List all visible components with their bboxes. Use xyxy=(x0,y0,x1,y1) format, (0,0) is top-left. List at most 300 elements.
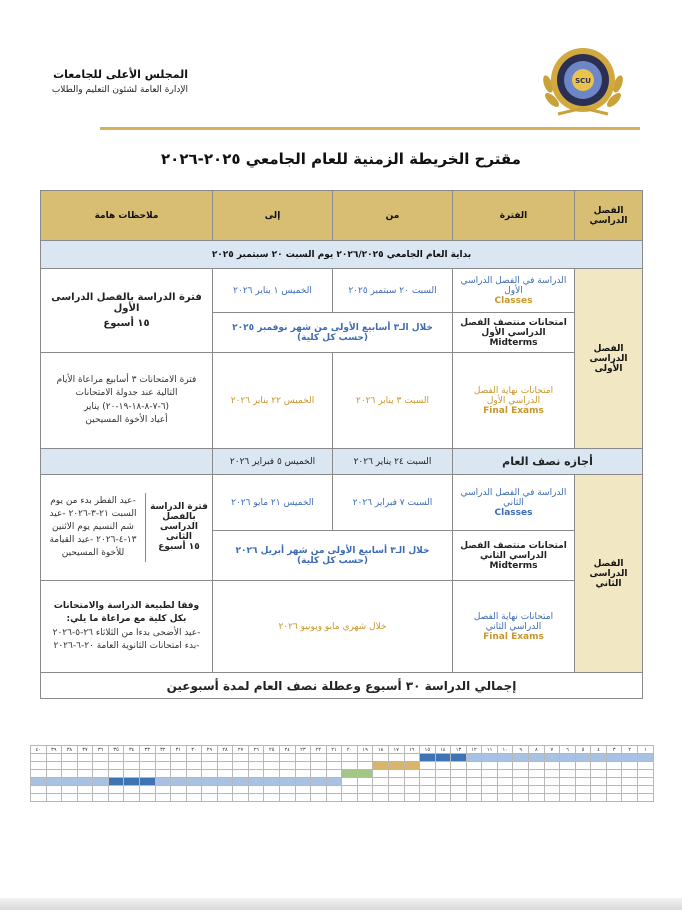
gantt-cell xyxy=(497,762,513,770)
sem1-classes-to: الخميس ١ يناير ٢٠٢٦ xyxy=(213,269,333,313)
gantt-cell xyxy=(497,786,513,794)
gantt-cell xyxy=(202,794,218,802)
gantt-cell xyxy=(373,754,389,762)
gantt-week-label: ٣٧ xyxy=(77,746,93,754)
gantt-cell xyxy=(606,770,622,778)
gantt-cell xyxy=(622,754,638,762)
gantt-cell xyxy=(77,794,93,802)
gantt-cell xyxy=(606,786,622,794)
gantt-cell xyxy=(591,778,607,786)
gantt-cell xyxy=(466,754,482,762)
gantt-cell xyxy=(544,794,560,802)
svg-text:SCU: SCU xyxy=(575,77,591,85)
gantt-cell xyxy=(451,762,467,770)
gantt-week-label: ٣٦ xyxy=(93,746,109,754)
gantt-week-label: ٣٢ xyxy=(155,746,171,754)
gantt-cell xyxy=(295,778,311,786)
gantt-cell xyxy=(326,794,342,802)
gantt-cell xyxy=(311,754,327,762)
gantt-cell xyxy=(451,770,467,778)
gantt-week-label: ١٩ xyxy=(357,746,373,754)
gantt-cell xyxy=(46,786,62,794)
gantt-cell xyxy=(466,770,482,778)
gantt-cell xyxy=(513,794,529,802)
gantt-cell xyxy=(637,770,653,778)
gantt-cell xyxy=(560,754,576,762)
gantt-cell xyxy=(233,786,249,794)
gantt-cell xyxy=(31,762,47,770)
gantt-cell xyxy=(326,762,342,770)
gantt-cell xyxy=(217,762,233,770)
gantt-cell xyxy=(280,762,296,770)
gantt-cell xyxy=(264,754,280,762)
gantt-cell xyxy=(139,754,155,762)
gantt-cell xyxy=(93,794,109,802)
gantt-cell xyxy=(560,770,576,778)
gantt-row xyxy=(31,778,654,786)
gantt-cell xyxy=(622,762,638,770)
gantt-cell xyxy=(420,794,436,802)
gantt-week-label: ٣٣ xyxy=(139,746,155,754)
gantt-cell xyxy=(46,762,62,770)
gantt-cell xyxy=(202,770,218,778)
header-to: إلى xyxy=(213,191,333,241)
gantt-cell xyxy=(482,754,498,762)
gantt-cell xyxy=(62,754,78,762)
gantt-cell xyxy=(62,770,78,778)
year-start-banner: بداية العام الجامعي ٢٠٢٦/٢٠٢٥ يوم السبت ٢٠ سبتمبر ٢٠٢٥ xyxy=(41,241,643,269)
academic-calendar-table xyxy=(40,190,643,699)
gantt-cell xyxy=(404,762,420,770)
gantt-cell xyxy=(513,770,529,778)
gantt-cell xyxy=(326,786,342,794)
gantt-cell xyxy=(139,762,155,770)
gantt-week-label: ٢٣ xyxy=(295,746,311,754)
gantt-week-label: ٣٩ xyxy=(46,746,62,754)
gantt-week-label: ٢١ xyxy=(326,746,342,754)
bottom-edge xyxy=(0,898,682,910)
gantt-cell xyxy=(342,786,358,794)
gantt-cell xyxy=(357,794,373,802)
gantt-cell xyxy=(388,754,404,762)
gantt-cell xyxy=(420,770,436,778)
sem1-classes-notes: فترة الدراسة بالفصل الدراسى الأول ١٥ أسبوع xyxy=(41,269,213,353)
gantt-week-label: ٧ xyxy=(544,746,560,754)
gantt-cell xyxy=(357,770,373,778)
gantt-cell xyxy=(217,786,233,794)
gantt-cell xyxy=(622,778,638,786)
gantt-cell xyxy=(575,786,591,794)
gantt-cell xyxy=(217,754,233,762)
university-council-logo xyxy=(538,42,628,122)
gantt-cell xyxy=(77,786,93,794)
gantt-cell xyxy=(295,762,311,770)
gantt-cell xyxy=(93,778,109,786)
table-row xyxy=(41,353,643,449)
gantt-week-label: ١٤ xyxy=(435,746,451,754)
gantt-cell xyxy=(575,754,591,762)
gantt-cell xyxy=(497,778,513,786)
gantt-cell xyxy=(124,754,140,762)
gantt-cell xyxy=(435,770,451,778)
gantt-cell xyxy=(404,754,420,762)
gantt-week-label: ٢٦ xyxy=(248,746,264,754)
gantt-cell xyxy=(46,794,62,802)
gantt-cell xyxy=(420,754,436,762)
gantt-cell xyxy=(264,778,280,786)
gantt-cell xyxy=(108,778,124,786)
gantt-cell xyxy=(248,762,264,770)
gantt-cell xyxy=(357,762,373,770)
gantt-cell xyxy=(420,778,436,786)
gantt-cell xyxy=(124,794,140,802)
gantt-cell xyxy=(217,770,233,778)
sem1-midterms-period: امتحانات منتصف الفصل الدراسي الأول Midterms xyxy=(453,313,575,353)
gantt-cell xyxy=(513,754,529,762)
gantt-cell xyxy=(186,770,202,778)
gantt-cell xyxy=(529,786,545,794)
sem1-final-from: السبت ٣ يناير ٢٠٢٦ xyxy=(333,353,453,449)
gantt-row xyxy=(31,754,654,762)
gantt-cell xyxy=(280,754,296,762)
gantt-cell xyxy=(155,794,171,802)
gantt-cell xyxy=(264,762,280,770)
gantt-cell xyxy=(155,778,171,786)
sem2-classes-notes: فترة الدراسة بالفصل الدراسى الثانى ١٥ أسبوع -عيد الفطر بدء من يوم السبت ٢١-٣-٢٠٢٦ -عيد شم النسيم يوم الاثنين ١٣-٤-٢٠٢٦ -عيد القيامة للأخوة المسيحين xyxy=(41,475,213,581)
gantt-cell xyxy=(93,786,109,794)
gantt-cell xyxy=(435,754,451,762)
semester-one-label: الفصل الدراسى الأولى xyxy=(575,269,643,449)
gantt-cell xyxy=(342,770,358,778)
gantt-cell xyxy=(637,762,653,770)
sem2-final-notes: وفقا لطبيعة الدراسة والامتحانات بكل كلية مع مراعاة ما يلي: -عيد الأضحى بدءا من الثلاثاء ٢٦-٥-٢٠٢٦ -بدء امتحانات الثانوية العامة ٢٠-٦-٢٠٢٦ xyxy=(41,581,213,673)
gantt-cell xyxy=(31,786,47,794)
gantt-week-label: ١٢ xyxy=(466,746,482,754)
gantt-cell xyxy=(46,770,62,778)
gantt-cell xyxy=(357,786,373,794)
gantt-cell xyxy=(591,770,607,778)
gantt-week-label: ٢٤ xyxy=(280,746,296,754)
table-row xyxy=(41,475,643,531)
gantt-cell xyxy=(77,778,93,786)
gantt-cell xyxy=(77,770,93,778)
gantt-cell xyxy=(233,778,249,786)
gantt-cell xyxy=(529,754,545,762)
gantt-cell xyxy=(342,794,358,802)
gantt-cell xyxy=(404,786,420,794)
mid-year-from: السبت ٢٤ يناير ٢٠٢٦ xyxy=(333,449,453,475)
gantt-cell xyxy=(544,762,560,770)
gantt-cell xyxy=(280,778,296,786)
total-summary: إجمالي الدراسة ٣٠ أسبوع وعطلة نصف العام لمدة أسبوعين xyxy=(41,673,643,699)
gantt-cell xyxy=(544,786,560,794)
gantt-cell xyxy=(622,786,638,794)
gantt-cell xyxy=(93,762,109,770)
gantt-cell xyxy=(311,762,327,770)
gantt-cell xyxy=(560,762,576,770)
gantt-cell xyxy=(482,762,498,770)
org-subtitle: الإدارة العامة لشئون التعليم والطلاب xyxy=(51,85,188,95)
gantt-cell xyxy=(108,794,124,802)
gantt-cell xyxy=(342,754,358,762)
gantt-cell xyxy=(139,778,155,786)
gantt-cell xyxy=(186,794,202,802)
gantt-week-label: ١ xyxy=(637,746,653,754)
gantt-week-label: ٤ xyxy=(591,746,607,754)
gantt-cell xyxy=(606,762,622,770)
gantt-row xyxy=(31,762,654,770)
gantt-cell xyxy=(560,786,576,794)
gantt-cell xyxy=(171,794,187,802)
gantt-cell xyxy=(155,786,171,794)
gantt-week-label: ١٦ xyxy=(404,746,420,754)
gantt-cell xyxy=(435,762,451,770)
weekly-gantt-chart xyxy=(30,745,654,802)
gantt-row xyxy=(31,770,654,778)
gantt-cell xyxy=(139,786,155,794)
gantt-cell xyxy=(637,778,653,786)
gantt-row xyxy=(31,794,654,802)
gantt-cell xyxy=(46,778,62,786)
gantt-cell xyxy=(435,794,451,802)
org-header xyxy=(38,68,188,95)
gantt-cell xyxy=(31,794,47,802)
gantt-cell xyxy=(373,770,389,778)
gantt-cell xyxy=(560,778,576,786)
gantt-row xyxy=(31,786,654,794)
gantt-cell xyxy=(248,786,264,794)
gantt-week-label: ٩ xyxy=(513,746,529,754)
org-title: المجلس الأعلى للجامعات xyxy=(53,68,188,81)
gantt-cell xyxy=(326,778,342,786)
gantt-cell xyxy=(544,778,560,786)
gantt-week-label: ٢٨ xyxy=(217,746,233,754)
gantt-cell xyxy=(280,786,296,794)
gantt-cell xyxy=(248,770,264,778)
gantt-cell xyxy=(388,770,404,778)
gantt-cell xyxy=(544,754,560,762)
gantt-cell xyxy=(373,786,389,794)
gantt-cell xyxy=(217,794,233,802)
gantt-cell xyxy=(311,786,327,794)
mid-year-to: الخميس ٥ فبراير ٢٠٢٦ xyxy=(213,449,333,475)
gantt-cell xyxy=(202,754,218,762)
gantt-cell xyxy=(46,754,62,762)
gantt-cell xyxy=(575,762,591,770)
gantt-cell xyxy=(482,778,498,786)
gantt-cell xyxy=(388,762,404,770)
gantt-cell xyxy=(93,754,109,762)
table-row xyxy=(41,581,643,673)
mid-year-notes xyxy=(41,449,213,475)
gantt-cell xyxy=(108,770,124,778)
gantt-cell xyxy=(466,786,482,794)
gantt-cell xyxy=(77,754,93,762)
gantt-cell xyxy=(373,794,389,802)
gantt-cell xyxy=(77,762,93,770)
gantt-cell xyxy=(529,778,545,786)
gantt-cell xyxy=(435,778,451,786)
sem2-classes-period: الدراسة في الفصل الدراسي الثاني Classes xyxy=(453,475,575,531)
sem1-classes-from: السبت ٢٠ سبتمبر ٢٠٢٥ xyxy=(333,269,453,313)
gantt-cell xyxy=(575,770,591,778)
gantt-cell xyxy=(217,778,233,786)
gantt-cell xyxy=(606,794,622,802)
gantt-cell xyxy=(388,794,404,802)
gantt-cell xyxy=(171,770,187,778)
gantt-cell xyxy=(62,794,78,802)
sem1-classes-period: الدراسة في الفصل الدراسي الأول Classes xyxy=(453,269,575,313)
gantt-week-label: ٢٢ xyxy=(311,746,327,754)
gantt-cell xyxy=(435,786,451,794)
gantt-cell xyxy=(171,754,187,762)
year-start-row xyxy=(41,241,643,269)
gantt-cell xyxy=(311,770,327,778)
gantt-cell xyxy=(186,762,202,770)
gantt-cell xyxy=(497,770,513,778)
gantt-cell xyxy=(420,762,436,770)
gantt-cell xyxy=(637,754,653,762)
gantt-cell xyxy=(248,754,264,762)
gantt-cell xyxy=(420,786,436,794)
gantt-week-label: ٣٠ xyxy=(186,746,202,754)
gantt-cell xyxy=(186,754,202,762)
gantt-cell xyxy=(591,794,607,802)
gantt-cell xyxy=(482,786,498,794)
gantt-cell xyxy=(248,778,264,786)
gantt-week-label: ٣٨ xyxy=(62,746,78,754)
document-title: مقترح الخريطة الزمنية للعام الجامعي ٢٠٢٥-٢٠٢٦ xyxy=(161,150,521,168)
sem2-final-period: امتحانات نهاية الفصل الدراسي الثاني Final Exams xyxy=(453,581,575,673)
gantt-cell xyxy=(622,794,638,802)
header-notes: ملاحظات هامة xyxy=(41,191,213,241)
gantt-cell xyxy=(264,794,280,802)
gantt-cell xyxy=(202,786,218,794)
gantt-cell xyxy=(482,794,498,802)
gantt-cell xyxy=(497,794,513,802)
gantt-cell xyxy=(591,762,607,770)
gantt-cell xyxy=(513,762,529,770)
gantt-week-label: ١٧ xyxy=(388,746,404,754)
gantt-cell xyxy=(529,794,545,802)
gantt-cell xyxy=(139,794,155,802)
sem2-midterms-period: امتحانات منتصف الفصل الدراسي الثاني Midterms xyxy=(453,531,575,581)
gantt-cell xyxy=(108,754,124,762)
gantt-cell xyxy=(31,754,47,762)
gantt-cell xyxy=(544,770,560,778)
gantt-week-label: ١٥ xyxy=(420,746,436,754)
gantt-cell xyxy=(404,794,420,802)
gantt-cell xyxy=(373,778,389,786)
gantt-week-label: ١١ xyxy=(482,746,498,754)
gantt-cell xyxy=(591,786,607,794)
gantt-cell xyxy=(295,770,311,778)
gantt-cell xyxy=(264,770,280,778)
sem2-midterms-when: خلال الـ٣ أسابيع الأولى من شهر أبريل ٢٠٢٦ (حسب كل كلية) xyxy=(213,531,453,581)
gantt-cell xyxy=(171,786,187,794)
gantt-cell xyxy=(280,770,296,778)
gantt-cell xyxy=(575,778,591,786)
gantt-cell xyxy=(357,754,373,762)
gantt-cell xyxy=(513,786,529,794)
gantt-cell xyxy=(233,794,249,802)
header-divider xyxy=(100,127,640,130)
gantt-cell xyxy=(342,762,358,770)
sem1-final-to: الخميس ٢٢ يناير ٢٠٢٦ xyxy=(213,353,333,449)
gantt-cell xyxy=(637,794,653,802)
gantt-cell xyxy=(311,778,327,786)
gantt-cell xyxy=(466,762,482,770)
gantt-cell xyxy=(186,778,202,786)
gantt-week-label: ٣١ xyxy=(171,746,187,754)
gantt-cell xyxy=(591,754,607,762)
table-header-row xyxy=(41,191,643,241)
gantt-week-label: ٥ xyxy=(575,746,591,754)
gantt-cell xyxy=(388,778,404,786)
sem2-final-when: خلال شهري مايو ويونيو ٢٠٢٦ xyxy=(213,581,453,673)
gantt-week-label: ٣٤ xyxy=(124,746,140,754)
gantt-cell xyxy=(295,794,311,802)
gantt-cell xyxy=(622,770,638,778)
gantt-cell xyxy=(233,754,249,762)
gantt-cell xyxy=(466,778,482,786)
gantt-cell xyxy=(233,770,249,778)
gantt-week-label: ٣٥ xyxy=(108,746,124,754)
gantt-week-label: ٢ xyxy=(622,746,638,754)
gantt-cell xyxy=(233,762,249,770)
gantt-cell xyxy=(451,786,467,794)
gantt-cell xyxy=(311,794,327,802)
gantt-week-label: ٤٠ xyxy=(31,746,47,754)
gantt-cell xyxy=(466,794,482,802)
gantt-cell xyxy=(513,778,529,786)
gantt-cell xyxy=(171,762,187,770)
gantt-cell xyxy=(529,770,545,778)
gantt-cell xyxy=(482,770,498,778)
gantt-cell xyxy=(108,786,124,794)
sem2-classes-to: الخميس ٢١ مايو ٢٠٢٦ xyxy=(213,475,333,531)
gantt-cell xyxy=(404,778,420,786)
gantt-cell xyxy=(139,770,155,778)
gantt-week-label: ٢٥ xyxy=(264,746,280,754)
gantt-cell xyxy=(155,770,171,778)
gantt-cell xyxy=(529,762,545,770)
sem1-final-notes: فترة الامتحانات ٣ أسابيع مراعاة الأيام التالية عند جدولة الامتحانات (٦-٧-٨-١٨-١٩-٢٠) يناير أعياد الأخوة المسيحين xyxy=(41,353,213,449)
gantt-week-label: ٣ xyxy=(606,746,622,754)
gantt-cell xyxy=(637,786,653,794)
gantt-cell xyxy=(124,778,140,786)
gantt-week-header xyxy=(31,746,654,754)
header-from: من xyxy=(333,191,453,241)
gantt-cell xyxy=(248,794,264,802)
mid-year-row xyxy=(41,449,643,475)
gantt-cell xyxy=(451,794,467,802)
gantt-cell xyxy=(202,762,218,770)
gantt-week-label: ٢٠ xyxy=(342,746,358,754)
gantt-week-label: ٢٧ xyxy=(233,746,249,754)
gantt-cell xyxy=(31,770,47,778)
gantt-cell xyxy=(606,778,622,786)
gantt-cell xyxy=(373,762,389,770)
gantt-cell xyxy=(186,786,202,794)
gantt-cell xyxy=(295,754,311,762)
mid-year-label: أجازه نصف العام xyxy=(453,449,643,475)
sem1-final-period: امتحانات نهاية الفصل الدراسي الأول Final Exams xyxy=(453,353,575,449)
gantt-cell xyxy=(451,778,467,786)
header-period: الفترة xyxy=(453,191,575,241)
gantt-cell xyxy=(202,778,218,786)
gantt-cell xyxy=(124,786,140,794)
